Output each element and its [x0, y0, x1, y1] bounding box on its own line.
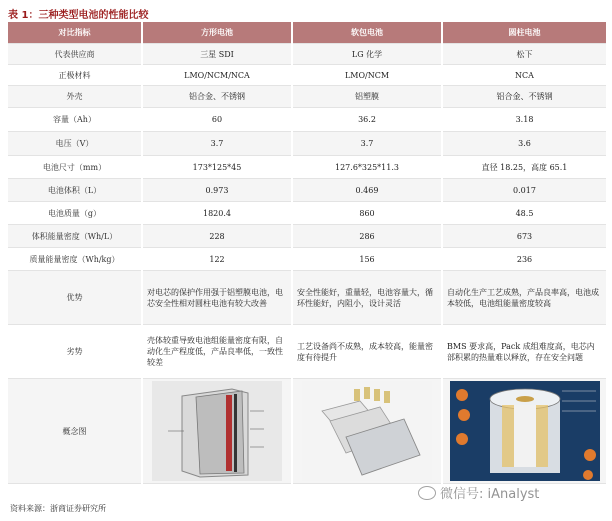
row-label: 体积能量密度（Wh/L） — [8, 225, 142, 248]
header-row — [8, 22, 606, 44]
table-row — [8, 156, 606, 179]
cell: 3.7 — [292, 132, 442, 156]
row-label: 电池质量（g） — [8, 202, 142, 225]
cell: 156 — [292, 248, 442, 271]
row-label: 电池尺寸（mm） — [8, 156, 142, 179]
row-label: 优势 — [8, 271, 142, 325]
cell: 860 — [292, 202, 442, 225]
cell: 673 — [442, 225, 606, 248]
table-row — [8, 44, 606, 65]
header-prismatic: 方形电池 — [142, 22, 292, 44]
pouch-cell-image — [292, 379, 442, 484]
cell: 0.973 — [142, 179, 292, 202]
cell: 36.2 — [292, 108, 442, 132]
cell: NCA — [442, 65, 606, 86]
concept-row — [8, 379, 606, 484]
cylindrical-cell-image — [442, 379, 606, 484]
source-note: 资料来源：浙商证券研究所 — [10, 504, 106, 513]
cell: LMO/NCM/NCA — [142, 65, 292, 86]
table-title: 表 1：三种类型电池的性能比较 — [8, 10, 149, 21]
table-row — [8, 202, 606, 225]
cell: 铝塑膜 — [292, 86, 442, 108]
cell: BMS 要求高，Pack 成组难度高，电芯内部积累的热量难以释放，存在安全问题 — [442, 325, 606, 379]
cell: 3.18 — [442, 108, 606, 132]
table-row — [8, 65, 606, 86]
table-row — [8, 108, 606, 132]
cell: LG 化学 — [292, 44, 442, 65]
header-pouch: 软包电池 — [292, 22, 442, 44]
cell: 286 — [292, 225, 442, 248]
cell: 铝合金、不锈钢 — [442, 86, 606, 108]
wechat-icon — [418, 486, 436, 500]
cell: 3.6 — [442, 132, 606, 156]
cell: 自动化生产工艺成熟，产品良率高，电池成本较低，电池组能量密度较高 — [442, 271, 606, 325]
cell: 122 — [142, 248, 292, 271]
row-label: 劣势 — [8, 325, 142, 379]
cell: 铝合金、不锈钢 — [142, 86, 292, 108]
cell: 1820.4 — [142, 202, 292, 225]
cell: 安全性能好，重量轻，电池容量大，循环性能好，内阻小，设计灵活 — [292, 271, 442, 325]
header-cylindrical: 圆柱电池 — [442, 22, 606, 44]
prismatic-cell-image — [142, 379, 292, 484]
cell: 0.017 — [442, 179, 606, 202]
cell: 松下 — [442, 44, 606, 65]
advantages-row — [8, 271, 606, 325]
table-row — [8, 132, 606, 156]
comparison-table — [8, 22, 606, 484]
table-row — [8, 86, 606, 108]
row-label: 代表供应商 — [8, 44, 142, 65]
cell: 48.5 — [442, 202, 606, 225]
row-label: 质量能量密度（Wh/kg） — [8, 248, 142, 271]
table-row — [8, 179, 606, 202]
table-row — [8, 248, 606, 271]
row-label: 外壳 — [8, 86, 142, 108]
cell: 工艺设备尚不成熟，成本较高，能量密度有待提升 — [292, 325, 442, 379]
cell: 228 — [142, 225, 292, 248]
watermark-text: 微信号: iAnalyst — [440, 487, 540, 502]
row-label: 容量（Ah） — [8, 108, 142, 132]
cell: 236 — [442, 248, 606, 271]
disadvantages-row — [8, 325, 606, 379]
cell: 壳体较重导致电池组能量密度有限，自动化生产程度低，产品良率低，一致性较差 — [142, 325, 292, 379]
table-row — [8, 225, 606, 248]
cell: 0.469 — [292, 179, 442, 202]
cell: 127.6*325*11.3 — [292, 156, 442, 179]
watermark — [418, 483, 539, 502]
cell: LMO/NCM — [292, 65, 442, 86]
cell: 直径 18.25，高度 65.1 — [442, 156, 606, 179]
row-label: 概念图 — [8, 379, 142, 484]
cell: 3.7 — [142, 132, 292, 156]
row-label: 电压（V） — [8, 132, 142, 156]
cell: 三星 SDI — [142, 44, 292, 65]
row-label: 电池体积（L） — [8, 179, 142, 202]
header-metric: 对比指标 — [8, 22, 142, 44]
cell: 173*125*45 — [142, 156, 292, 179]
cell: 对电芯的保护作用强于铝塑膜电池，电芯安全性相对圆柱电池有较大改善 — [142, 271, 292, 325]
row-label: 正极材料 — [8, 65, 142, 86]
cell: 60 — [142, 108, 292, 132]
